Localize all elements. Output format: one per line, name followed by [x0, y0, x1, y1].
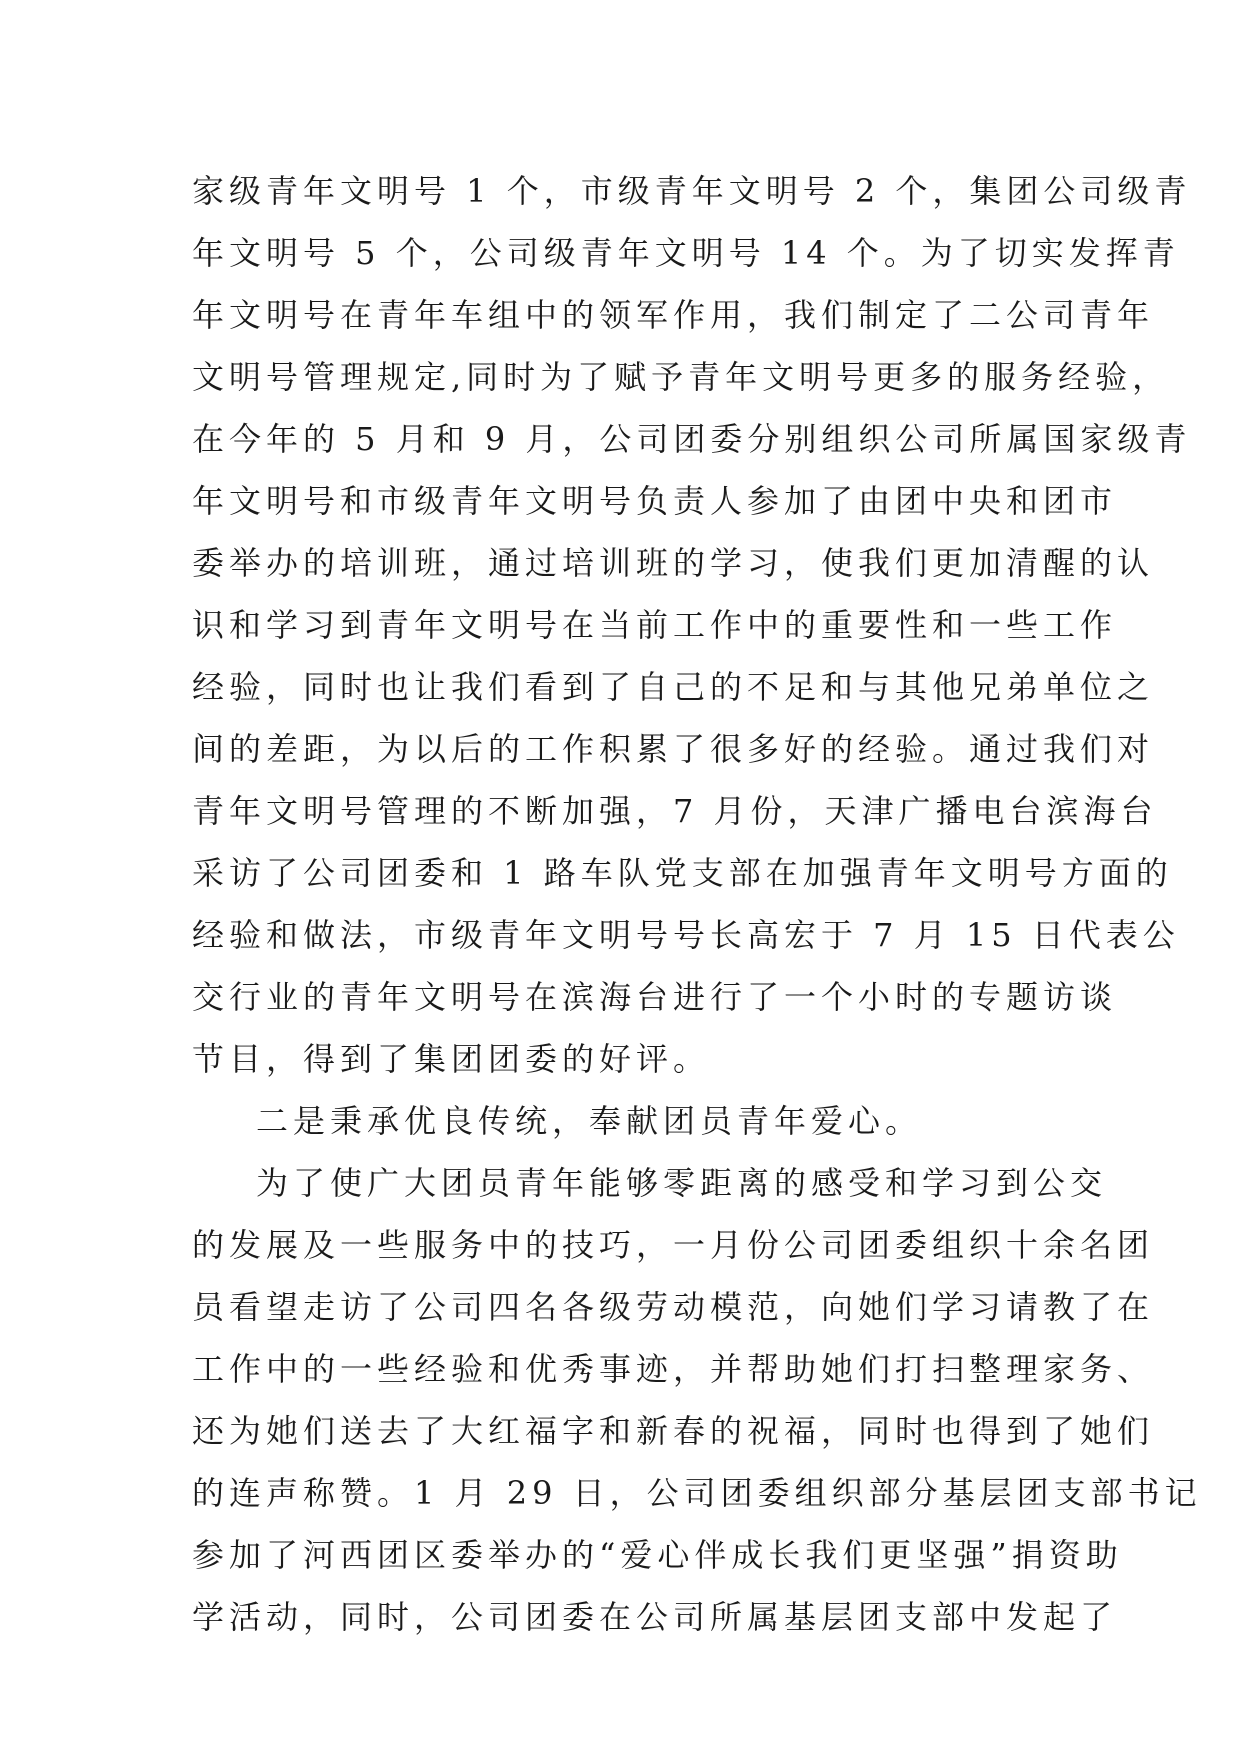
text-line: 年文明号和市级青年文明号负责人参加了由团中央和团市 [192, 482, 1118, 520]
text-line: 文明号管理规定,同时为了赋予青年文明号更多的服务经验， [192, 358, 1170, 396]
paragraph-first-line: 为了使广大团员青年能够零距离的感受和学习到公交 [256, 1164, 1108, 1202]
text-line: 节目，得到了集团团委的好评。 [192, 1040, 711, 1078]
text-line: 采访了公司团委和 1 路车队党支部在加强青年文明号方面的 [192, 854, 1173, 892]
text-line: 参加了河西团区委举办的“爱心伴成长我们更坚强”捐资助 [192, 1536, 1123, 1574]
text-line: 还为她们送去了大红福字和新春的祝福，同时也得到了她们 [192, 1412, 1155, 1450]
text-line: 员看望走访了公司四名各级劳动模范，向她们学习请教了在 [192, 1288, 1155, 1326]
text-line: 委举办的培训班，通过培训班的学习，使我们更加清醒的认 [192, 544, 1155, 582]
document-body [192, 160, 1202, 1648]
text-line: 学活动，同时，公司团委在公司所属基层团支部中发起了 [192, 1598, 1118, 1636]
text-line: 在今年的 5 月和 9 月，公司团委分别组织公司所属国家级青 [192, 420, 1192, 458]
text-line: 家级青年文明号 1 个，市级青年文明号 2 个，集团公司级青 [192, 172, 1192, 210]
text-line: 经验和做法，市级青年文明号号长高宏于 7 月 15 日代表公 [192, 916, 1180, 954]
text-line: 青年文明号管理的不断加强，7 月份，天津广播电台滨海台 [192, 792, 1158, 830]
text-line: 年文明号 5 个，公司级青年文明号 14 个。为了切实发挥青 [192, 234, 1180, 272]
text-line: 工作中的一些经验和优秀事迹，并帮助她们打扫整理家务、 [192, 1350, 1155, 1388]
text-line: 间的差距，为以后的工作积累了很多好的经验。通过我们对 [192, 730, 1155, 768]
text-line: 识和学习到青年文明号在当前工作中的重要性和一些工作 [192, 606, 1118, 644]
text-line: 经验，同时也让我们看到了自己的不足和与其他兄弟单位之 [192, 668, 1155, 706]
text-line: 的发展及一些服务中的技巧，一月份公司团委组织十余名团 [192, 1226, 1155, 1264]
text-line: 年文明号在青年车组中的领军作用，我们制定了二公司青年 [192, 296, 1155, 334]
text-line: 的连声称赞。1 月 29 日，公司团委组织部分基层团支部书记 [192, 1474, 1202, 1512]
paragraph-first-line: 二是秉承优良传统，奉献团员青年爱心。 [256, 1102, 923, 1140]
text-line: 交行业的青年文明号在滨海台进行了一个小时的专题访谈 [192, 978, 1118, 1016]
